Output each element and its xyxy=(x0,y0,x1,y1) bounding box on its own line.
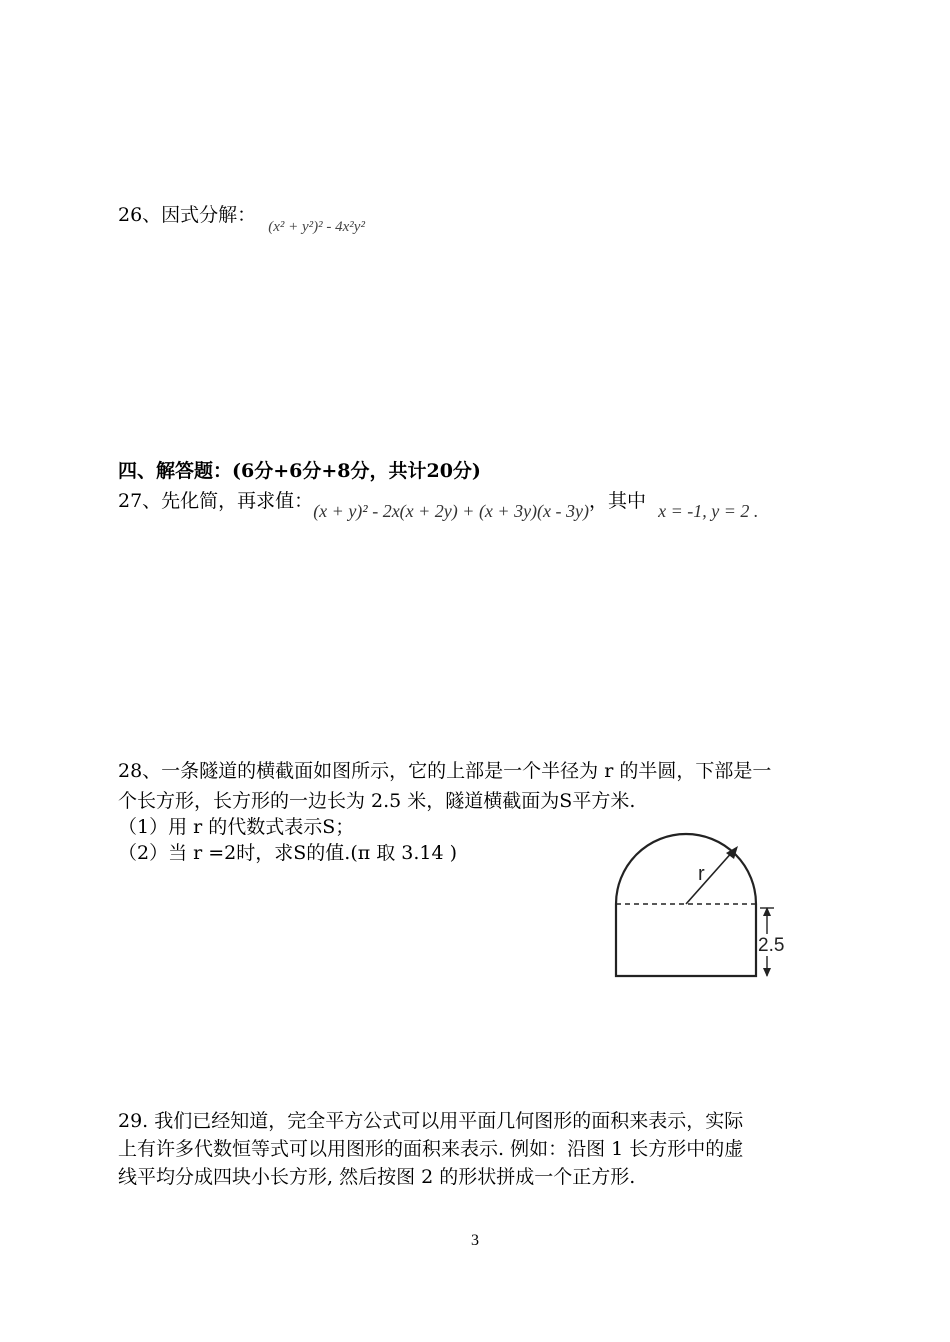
question-29-line-1: 29. 我们已经知道，完全平方公式可以用平面几何图形的面积来表示，实际 xyxy=(118,1110,744,1132)
question-26 xyxy=(118,202,365,235)
question-28-line-2: 个长方形，长方形的一边长为 2.5 米，隧道横截面为S平方米. xyxy=(118,790,636,812)
radius-label: r xyxy=(698,863,705,885)
radius-line xyxy=(686,850,734,904)
question-28-part-1: （1）用 r 的代数式表示S； xyxy=(118,816,355,838)
question-28-line-1: 28、一条隧道的横截面如图所示，它的上部是一个半径为 r 的半圆，下部是一 xyxy=(118,760,772,782)
question-26-label: 26、因式分解： xyxy=(118,204,257,226)
question-29-line-2: 上有许多代数恒等式可以用图形的面积来表示. 例如：沿图 1 长方形中的虚 xyxy=(118,1138,744,1160)
page-number: 3 xyxy=(471,1232,479,1249)
question-27-label: 27、先化简，再求值： xyxy=(118,490,314,512)
dimension-arrow-down xyxy=(763,968,771,977)
section-4-heading: 四、解答题：(6分+6分+8分，共计20分) xyxy=(118,460,481,482)
question-28-part-2: （2）当 r =2时，求S的值.(π 取 3.14 ) xyxy=(118,842,458,864)
question-27-where: ，其中 xyxy=(589,490,647,512)
question-26-expression: (x² + y²)² - 4x²y² xyxy=(268,219,365,235)
question-27-condition: x = -1, y = 2 . xyxy=(658,501,759,521)
tunnel-cross-section-figure xyxy=(608,822,808,984)
question-27-expression: (x + y)² - 2x(x + 2y) + (x + 3y)(x - 3y) xyxy=(313,501,590,521)
height-label: 2.5 xyxy=(758,935,785,956)
question-29-line-3: 线平均分成四块小长方形, 然后按图 2 的形状拼成一个正方形. xyxy=(118,1166,636,1188)
question-27 xyxy=(118,488,759,521)
